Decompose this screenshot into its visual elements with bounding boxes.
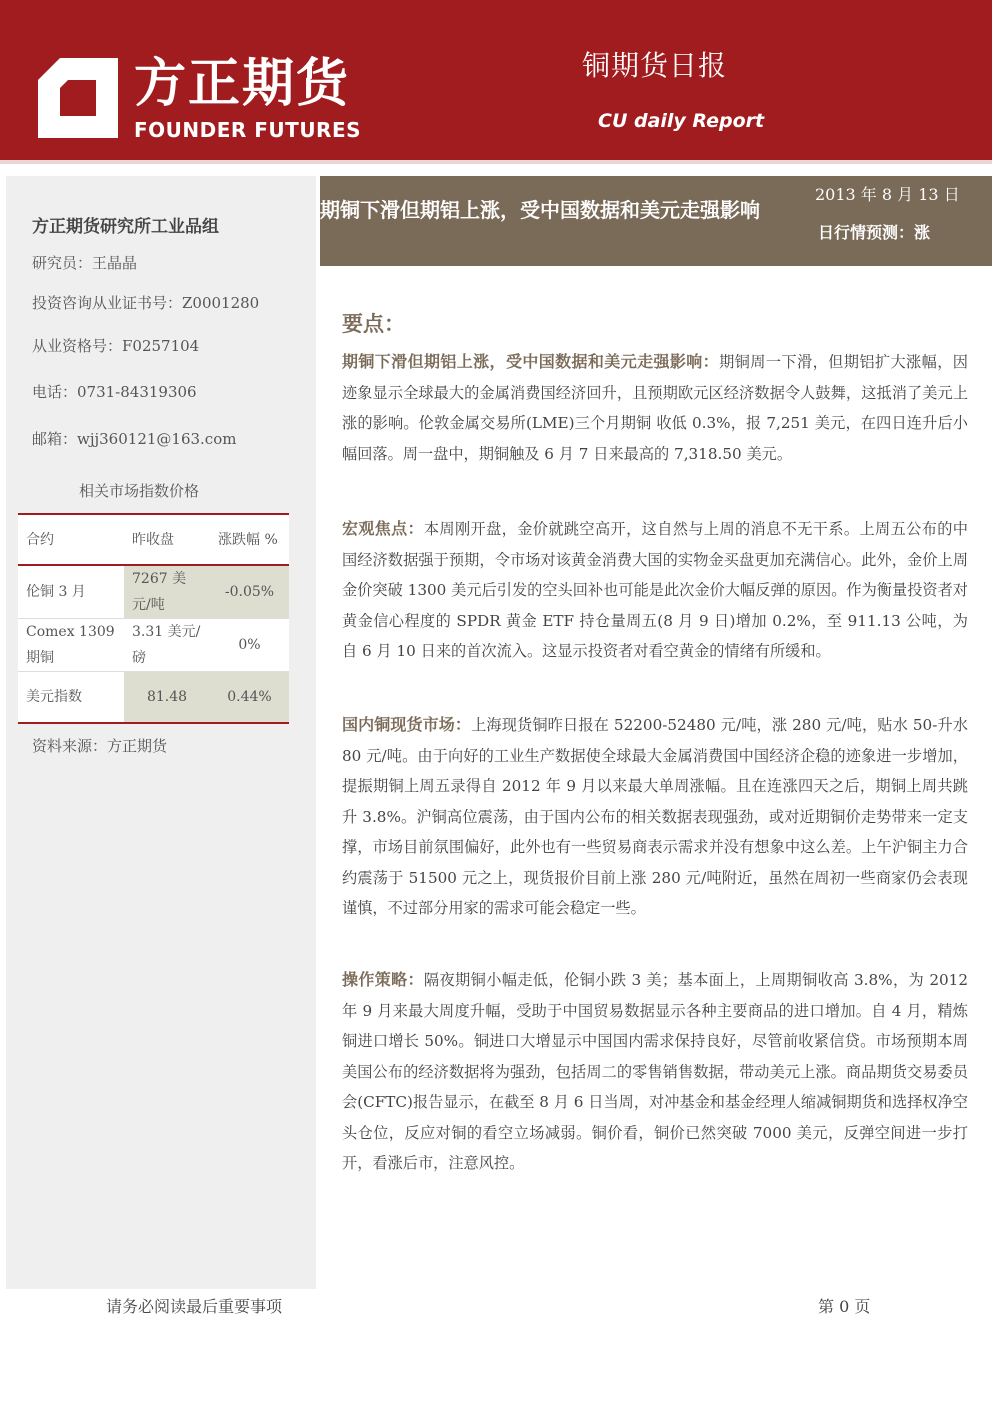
report-header — [0, 0, 992, 164]
market-index-table — [18, 513, 289, 724]
license-number: 投资咨询从业证书号：Z0001280 — [32, 294, 260, 312]
footer-notice: 请务必阅读最后重要事项 — [106, 1297, 283, 1316]
table-row — [18, 619, 289, 672]
report-title-en: CU daily Report — [598, 110, 765, 132]
phone: 电话：0731-84319306 — [32, 383, 197, 401]
paragraph-lead: 期铜下滑但期铝上涨，受中国数据和美元走强影响： — [342, 352, 720, 371]
paragraph-strategy — [342, 965, 968, 1179]
table-header-row — [18, 514, 289, 565]
paragraph-domestic-spot — [342, 710, 968, 924]
report-date: 2013 年 8 月 13 日 — [815, 185, 960, 204]
table-cell: 0.44% — [210, 672, 289, 724]
paragraph-text: 隔夜期铜小幅走低，伦铜小跌 3 美；基本面上，上周期铜收高 3.8%，为 2012 年 9 月来最大周度升幅，受助于中国贸易数据显示各种主要商品的进口增加。自 4 月，精炼铜进口增长 50%。铜进口大增显示中国国内需求保持良好，尽管前收紧信贷。市场预期本周美国公布的经济数据将为强劲，包括周二的零售销售数据，带动美元上涨。商品期货交易委员会(CFTC)报告显示，在截至 8 月 6 日当周，对冲基金和基金经理人缩减铜期货和选择权净空头仓位，反应对铜的看空立场减弱。铜价看，铜价已然突破 7000 美元，反弹空间进一步打开，看涨后市，注意风控。 — [342, 971, 968, 1172]
researcher: 研究员：王晶晶 — [32, 254, 138, 272]
table-cell: -0.05% — [210, 565, 289, 619]
paragraph-lead: 国内铜现货市场： — [342, 715, 472, 734]
key-points-title: 要点： — [342, 312, 405, 336]
qualification-number: 从业资格号：F0257104 — [32, 337, 200, 355]
headline: 期铜下滑但期铝上涨，受中国数据和美元走强影响 — [320, 198, 760, 222]
founder-logo-icon — [38, 58, 118, 138]
table-cell: 0% — [210, 619, 289, 672]
market-table-caption: 相关市场指数价格 — [78, 482, 199, 500]
page-number: 第 0 页 — [818, 1297, 871, 1316]
logo-text-cn: 方正期货 — [134, 54, 351, 114]
logo-text-en: FOUNDER FUTURES — [134, 118, 362, 142]
paragraph-text: 期铜周一下滑，但期铝扩大涨幅，因迹象显示全球最大的金属消费国经济回升，且预期欧元区经济数据令人鼓舞，这抵消了美元上涨的影响。伦敦金属交易所(LME)三个月期铜 收低 0.3%，报 7,251 美元，在四日连升后小幅回落。周一盘中，期铜触及 6 月 7 日来最高的 7,318.50 美元。 — [342, 353, 968, 463]
org-name: 方正期货研究所工业品组 — [32, 217, 219, 237]
paragraph-text: 本周刚开盘，金价就跳空高开，这自然与上周的消息不无干系。上周五公布的中国经济数据强于预期，令市场对该黄金消费大国的实物金买盘更加充满信心。此外，金价上周金价突破 1300 美元后引发的空头回补也可能是此次金价大幅反弹的原因。作为衡量投资者对黄金信心程度的 SPDR 黄金 ETF 持仓量周五(8 月 9 日)增加 0.2%，至 911.13 公吨，为自 6 月 10 日来的首次流入。这显示投资者对看空黄金的情绪有所缓和。 — [342, 520, 968, 660]
table-header-cell: 昨收盘 — [124, 514, 210, 565]
paragraph-text: 上海现货铜昨日报在 52200-52480 元/吨，涨 280 元/吨，贴水 50-升水 80 元/吨。由于向好的工业生产数据使全球最大金属消费国中国经济企稳的迹象进一步增加，提振期铜上周五录得自 2012 年 9 月以来最大单周涨幅。且在连涨四天之后，期铜上周共跳升 3.8%。沪铜高位震荡，由于国内公布的相关数据表现强劲，或对近期铜价走势带来一定支撑，市场目前氛围偏好，此外也有一些贸易商表示需求并没有想象中这么差。上午沪铜主力合约震荡于 51500 元之上，现货报价目前上涨 280 元/吨附近，虽然在周初一些商家仍会表现谨慎，不过部分用家的需求可能会稳定一些。 — [342, 716, 968, 917]
table-cell: 7267 美元/吨 — [124, 565, 210, 619]
table-cell: Comex 1309 期铜 — [18, 619, 124, 672]
paragraph-lead: 宏观焦点： — [342, 519, 424, 538]
table-cell: 美元指数 — [18, 672, 124, 724]
data-source: 资料来源：方正期货 — [32, 737, 168, 755]
paragraph-lead: 操作策略： — [342, 970, 424, 989]
table-cell: 3.31 美元/磅 — [124, 619, 210, 672]
daily-forecast: 日行情预测：涨 — [818, 223, 931, 242]
paragraph-copper-market — [342, 347, 968, 469]
email: 邮箱：wjj360121@163.com — [32, 430, 237, 448]
table-cell: 81.48 — [124, 672, 210, 724]
table-row — [18, 565, 289, 619]
report-title-cn: 铜期货日报 — [582, 49, 728, 82]
table-cell: 伦铜 3 月 — [18, 565, 124, 619]
table-header-cell: 涨跌幅 % — [210, 514, 289, 565]
paragraph-macro-focus — [342, 514, 968, 667]
table-row — [18, 672, 289, 724]
table-header-cell: 合约 — [18, 514, 124, 565]
